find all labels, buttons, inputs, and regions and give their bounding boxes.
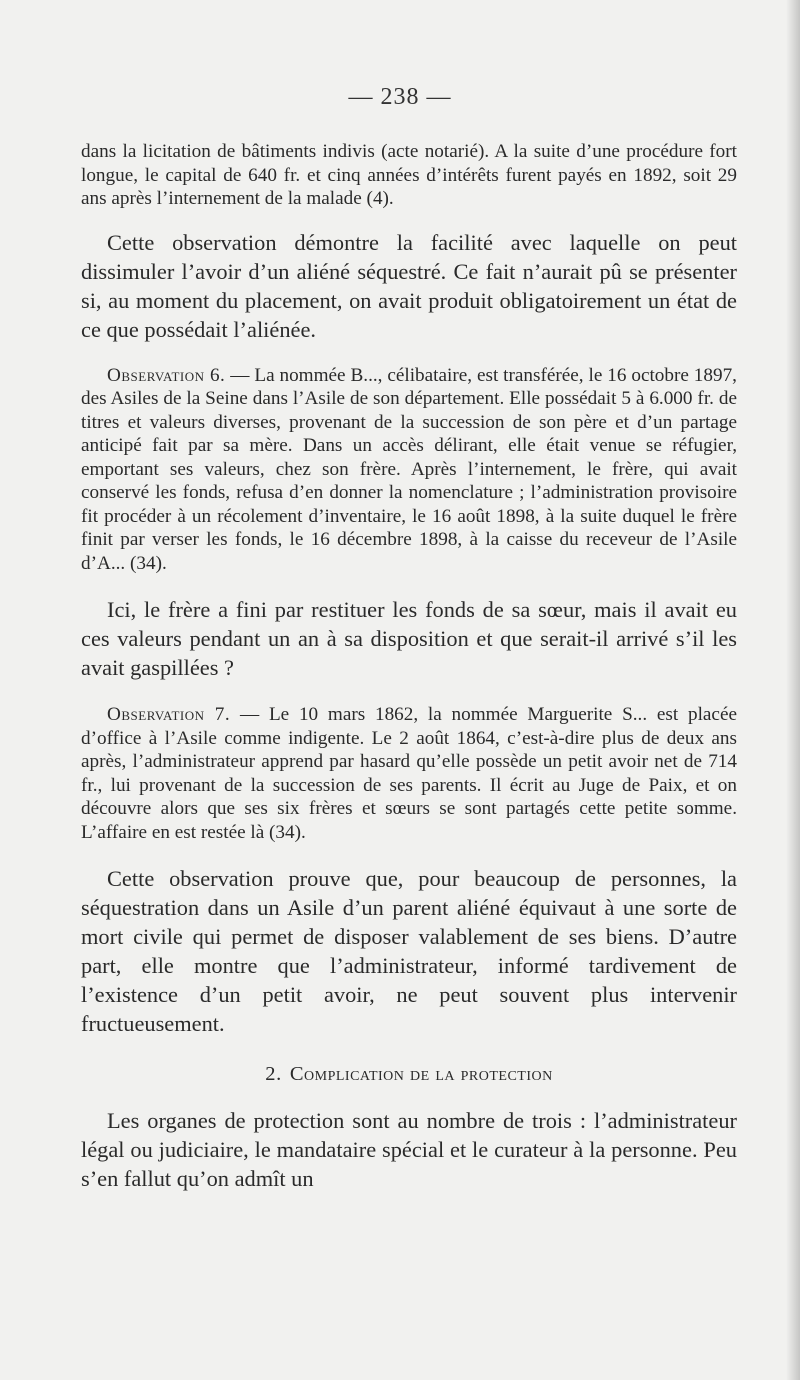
paragraph-continuation: dans la licitation de bâtiments indivis (acte notarié). A la suite d’une procédure fort longue, le capital de 640 fr. et cinq années d’intérêts furent payés en 1892, soit 29 ans après l’internement de la malade (4). — [81, 141, 737, 209]
observation-7-label: Observation 7. — [107, 704, 231, 725]
section-number: 2. — [265, 1063, 282, 1085]
paragraph-section-start: Les organes de protection sont au nombre de trois : l’administrateur légal ou judiciaire, le mandataire spécial et le curateur à la personne. Peu s’en fallut qu’on admît un — [81, 1108, 737, 1191]
paragraph-commentary-3: Cette observation prouve que, pour beaucoup de personnes, la séquestration dans un Asile d’un parent aliéné équivaut à une sorte de mort civile qui permet de disposer valablement de ses biens. D’autre part, elle montre que l’administrateur, informé tardivement de l’existence d’un petit avoir, ne peut souvent plus intervenir fructueusement. — [81, 866, 737, 1036]
observation-6-text: — La nommée B..., célibataire, est transférée, le 16 octobre 1897, des Asiles de la Seine dans l’Asile de son département. Elle possédait 5 à 6.000 fr. de titres et valeurs diverses, provenant de la succession de son père et d’un partage anticipé fait par sa mère. Dans un accès délirant, elle était venue se réfugier, emportant ses valeurs, chez son frère. Après l’internement, le frère, qui avait conservé les fonds, refusa d’en donner la nomenclature ; l’administration provisoire fit procéder à un récolement d’inventaire, le 16 août 1898, à la suite duquel le frère finit par verser les fonds, le 16 décembre 1898, à la caisse du receveur de l’Asile d’A... (34). — [81, 364, 737, 574]
paragraph-commentary-2: Ici, le frère a fini par restituer les fonds de sa sœur, mais il avait eu ces valeurs pendant un an à sa disposition et que serait-il arrivé s’il les avait gaspillées ? — [81, 597, 737, 680]
section-title: Complication de la protection — [289, 1063, 553, 1085]
page-body — [81, 140, 737, 1193]
observation-7-text: — Le 10 mars 1862, la nommée Marguerite S... est placée d’office à l’Asile comme indigente. Le 2 août 1864, c’est-à-dire plus de deux ans après, l’administrateur apprend par hasard qu’elle possède un petit avoir net de 714 fr., lui provenant de la succession de ses parents. Il écrit au Juge de Paix, et on découvre alors que ses six frères et sœurs se sont partagés cette petite somme. L’affaire en est restée là (34). — [81, 704, 737, 843]
page-number: — 238 — — [348, 84, 452, 110]
page-edge-shadow — [786, 0, 800, 1380]
section-heading — [81, 1061, 737, 1087]
paragraph-commentary-1: Cette observation démontre la facilité avec laquelle on peut dissimuler l’avoir d’un aliéné séquestré. Ce fait n’aurait pû se présenter si, au moment du placement, on avait produit obligatoirement un état de ce que possédait l’aliénée. — [81, 229, 737, 342]
observation-7 — [81, 703, 737, 844]
observation-6-label: Observation 6. — [107, 364, 226, 386]
observation-6 — [81, 364, 737, 576]
